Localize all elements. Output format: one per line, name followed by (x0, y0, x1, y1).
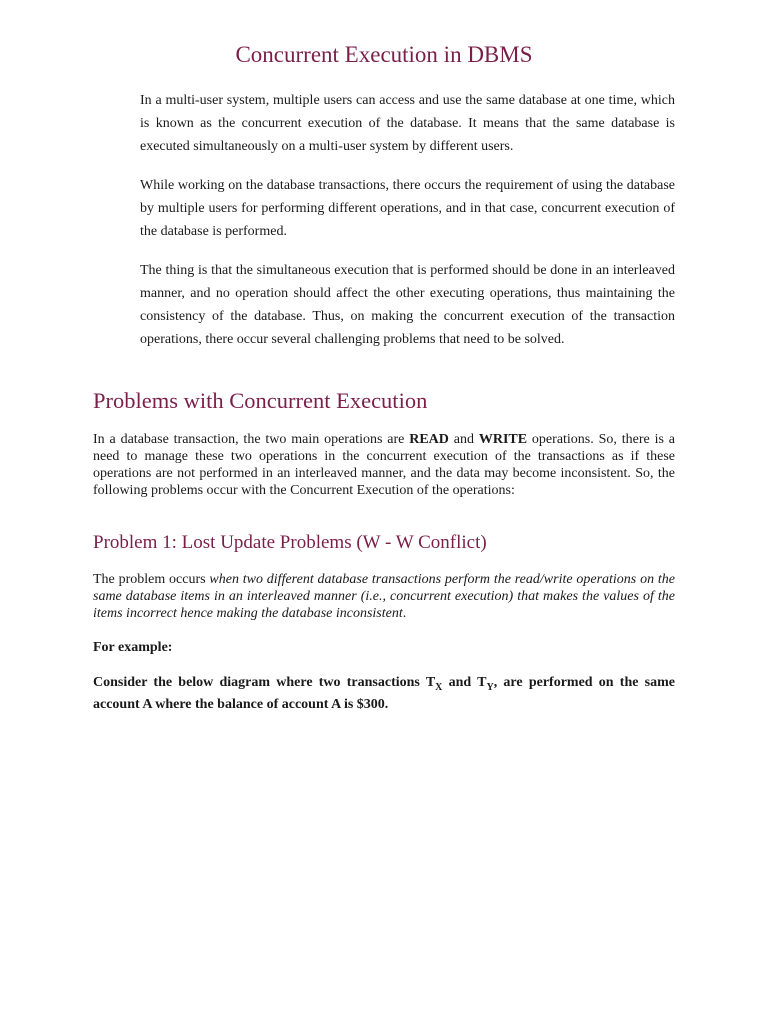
problems-heading: Problems with Concurrent Execution (93, 388, 428, 413)
problem-1-italic: when two different database transactions perform the read/write operations on the same database items in an interleaved manner (i.e., concurrent execution) that makes the values of the items incorrect hence making the database inconsistent (93, 572, 675, 621)
read-keyword: READ (409, 432, 449, 447)
problems-para-rest: operations. So, there is a need to manage these two operations in the concurrent execution of the transactions as if these operations are not performed in an interleaved manner, and the data may become inconsistent. So, the following problems occur with the Concurrent Execution of the operations: (93, 432, 676, 498)
example-label: For example: (93, 640, 173, 655)
problem-1-description (93, 571, 675, 622)
problem-1-end: . (402, 606, 407, 621)
intro-paragraph-3: The thing is that the simultaneous execution that is performed should be done in an interleaved manner, and no operation should affect the other executing operations, thus maintaining the consistency of the database. Thus, on making the concurrent execution of the transaction operations, there occur several challenging problems that need to be solved. (140, 263, 675, 347)
intro-paragraph-1: In a multi-user system, multiple users can access and use the same database at one time, which is known as the concurrent execution of the database. It means that the same database is executed simultaneously on a multi-user system by different users. (140, 93, 675, 154)
consider-text-c: , are performed on the same account A where the balance of account A is $300. (93, 675, 675, 712)
subscript-x: X (435, 681, 443, 693)
write-keyword: WRITE (478, 432, 528, 447)
consider-paragraph (93, 674, 675, 713)
problems-paragraph (93, 431, 675, 499)
problem-1-heading: Problem 1: Lost Update Problems (W - W Conflict) (93, 532, 487, 553)
and-text: and (448, 432, 479, 447)
page-title: Concurrent Execution in DBMS (235, 42, 533, 67)
consider-text-a: Consider the below diagram where two transactions T (93, 675, 436, 690)
consider-text-b: and T (442, 675, 487, 690)
problems-para-start: In a database transaction, the two main operations are (93, 432, 410, 447)
subscript-y: Y (486, 681, 494, 693)
problem-1-lead: The problem occurs (93, 572, 210, 587)
intro-paragraph-2: While working on the database transactions, there occurs the requirement of using the database by multiple users for performing different operations, and in that case, concurrent execution of the database is performed. (140, 178, 675, 239)
